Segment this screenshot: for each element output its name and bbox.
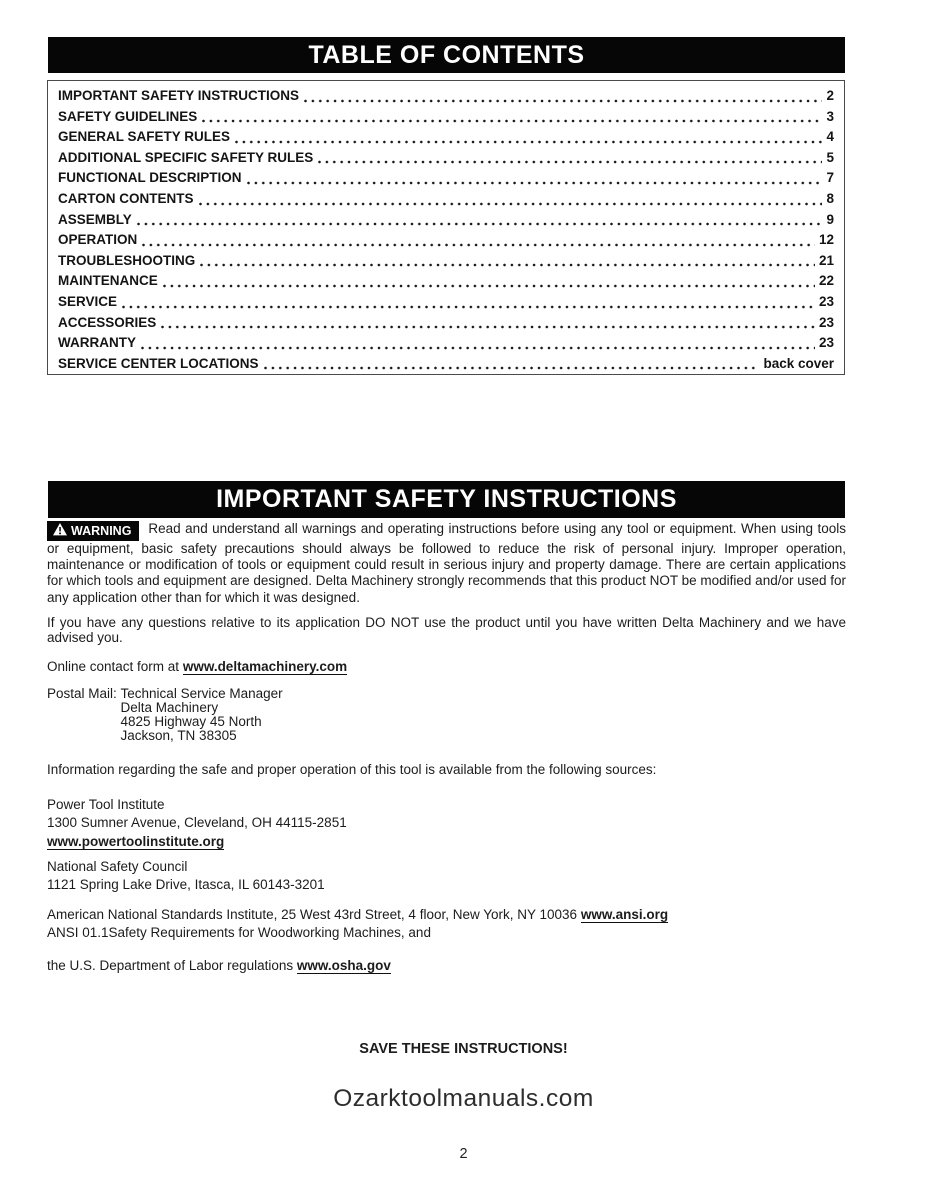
toc-row	[58, 230, 834, 251]
deltamachinery-link[interactable]: www.deltamachinery.com	[182, 659, 348, 674]
safety-title: IMPORTANT SAFETY INSTRUCTIONS	[216, 485, 677, 513]
toc-entry-label: IMPORTANT SAFETY INSTRUCTIONS	[58, 88, 300, 103]
warning-badge-label: WARNING	[71, 524, 132, 538]
toc-dot-leader	[161, 271, 816, 292]
toc-dot-leader	[140, 230, 816, 251]
toc-page-number: 3	[826, 108, 834, 124]
toc-entry-label: ACCESSORIES	[58, 314, 157, 330]
warning-text: Read and understand all warnings and operating instructions before using any tool or equipment. When using tools or equipment, basic safety precautions should always be followed to reduce the risk of personal injury. Improper operation, maintenance or modification of tools or equipment could result in serious injury and property damage. There are certain applications for which tools and equipment are designed. Delta Machinery strongly recommends that this product NOT be modified and/or used for any application other than for which it was designed.	[47, 521, 846, 605]
toc-row	[58, 313, 834, 334]
postal-line: Jackson, TN 38305	[120, 727, 237, 743]
toc-dot-leader	[245, 168, 824, 189]
toc-entry-label: OPERATION	[58, 232, 138, 248]
pti-address: 1300 Sumner Avenue, Cleveland, OH 44115-2851	[47, 815, 347, 831]
toc-row	[58, 271, 834, 292]
toc-dot-leader	[197, 189, 824, 210]
toc-page-number: 23	[818, 293, 834, 309]
toc-row	[58, 107, 834, 128]
postal-mail-label: Postal Mail:	[47, 686, 121, 701]
ansi-block	[47, 906, 846, 943]
toc-entry-label: CARTON CONTENTS	[58, 190, 194, 206]
pti-name: Power Tool Institute	[47, 797, 165, 812]
toc-entry-label: GENERAL SAFETY RULES	[58, 129, 231, 145]
postal-line: Delta Machinery	[120, 699, 219, 715]
toc-dot-leader	[198, 251, 816, 272]
national-safety-council-block	[47, 858, 846, 895]
powertoolinstitute-link[interactable]: www.powertoolinstitute.org	[47, 833, 225, 849]
toc-page-number: 22	[818, 273, 834, 289]
watermark-text: Ozarktoolmanuals.com	[333, 1085, 594, 1112]
toc-entry-label: TROUBLESHOOTING	[58, 252, 196, 268]
toc-page-number: 23	[818, 314, 834, 330]
toc-row	[58, 354, 834, 375]
postal-lines	[121, 687, 283, 743]
toc-dot-leader	[139, 333, 816, 354]
toc-dot-leader	[159, 313, 816, 334]
toc-row	[58, 86, 834, 107]
warning-badge	[47, 521, 139, 541]
toc-row	[58, 148, 834, 169]
ansi-line2: ANSI 01.1Safety Requirements for Woodworking Machines, and	[47, 925, 431, 941]
toc-entry-label: MAINTENANCE	[58, 273, 158, 289]
toc-title: TABLE OF CONTENTS	[308, 41, 585, 69]
toc-dot-leader	[262, 354, 761, 375]
nsc-name: National Safety Council	[47, 859, 188, 874]
toc-page-number: 4	[826, 129, 834, 145]
toc-page-number: 2	[826, 88, 834, 103]
postal-mail-block	[47, 687, 846, 743]
toc-page-number: back cover	[763, 355, 834, 371]
toc-entry-label: WARRANTY	[58, 335, 136, 351]
toc-entry-label: ADDITIONAL SPECIFIC SAFETY RULES	[58, 149, 314, 165]
toc-dot-leader	[200, 107, 823, 128]
questions-text: If you have any questions relative to its application DO NOT use the product until you have written Delta Machinery and we have advised you.	[47, 615, 846, 645]
toc-dot-leader	[135, 210, 824, 231]
toc-entry-label: FUNCTIONAL DESCRIPTION	[58, 170, 242, 186]
toc-dot-leader	[120, 292, 816, 313]
toc-entry-label: ASSEMBLY	[58, 211, 132, 227]
osha-link[interactable]: www.osha.gov	[296, 958, 391, 973]
toc-page-number: 23	[818, 335, 834, 351]
online-contact-prefix: Online contact form at	[47, 659, 183, 674]
online-contact-line	[47, 659, 846, 675]
toc-page-number: 8	[826, 190, 834, 206]
toc-page-number: 7	[826, 170, 834, 186]
power-tool-institute-block	[47, 796, 846, 851]
warning-triangle-icon	[53, 523, 67, 536]
toc-row	[58, 251, 834, 272]
safety-title-banner	[48, 481, 845, 518]
toc-row	[58, 127, 834, 148]
ansi-line1-text: American National Standards Institute, 25 West 43rd Street, 4 floor, New York, NY 10036	[47, 907, 581, 922]
info-sources-line: Information regarding the safe and proper operation of this tool is available from the following sources:	[47, 762, 657, 777]
toc-dot-leader	[302, 86, 823, 107]
toc-page-number: 21	[818, 252, 834, 268]
toc-dot-leader	[316, 148, 823, 169]
toc-row	[58, 189, 834, 210]
osha-prefix: the U.S. Department of Labor regulations	[47, 958, 297, 973]
toc-row	[58, 168, 834, 189]
toc-page-number: 12	[818, 232, 834, 248]
toc-entry-label: SERVICE CENTER LOCATIONS	[58, 355, 259, 371]
toc-entry-label: SERVICE	[58, 293, 118, 309]
toc-title-banner	[48, 37, 845, 73]
ansi-line1	[47, 906, 846, 924]
toc-row	[58, 292, 834, 313]
nsc-address: 1121 Spring Lake Drive, Itasca, IL 60143-3201	[47, 877, 325, 893]
page-number: 2	[459, 1146, 468, 1162]
toc-page-number: 9	[826, 211, 834, 227]
osha-line	[47, 958, 846, 974]
postal-line: Technical Service Manager	[120, 686, 283, 701]
warning-paragraph	[47, 521, 846, 606]
toc-row	[58, 333, 834, 354]
questions-paragraph	[47, 616, 846, 645]
postal-line: 4825 Highway 45 North	[120, 713, 262, 729]
save-instructions-text: SAVE THESE INSTRUCTIONS!	[359, 1041, 568, 1057]
toc-dot-leader	[233, 127, 823, 148]
toc-entry-label: SAFETY GUIDELINES	[58, 108, 198, 124]
toc-box	[47, 80, 845, 375]
ansi-link[interactable]: www.ansi.org	[580, 907, 669, 922]
toc-row	[58, 210, 834, 231]
toc-page-number: 5	[826, 149, 834, 165]
